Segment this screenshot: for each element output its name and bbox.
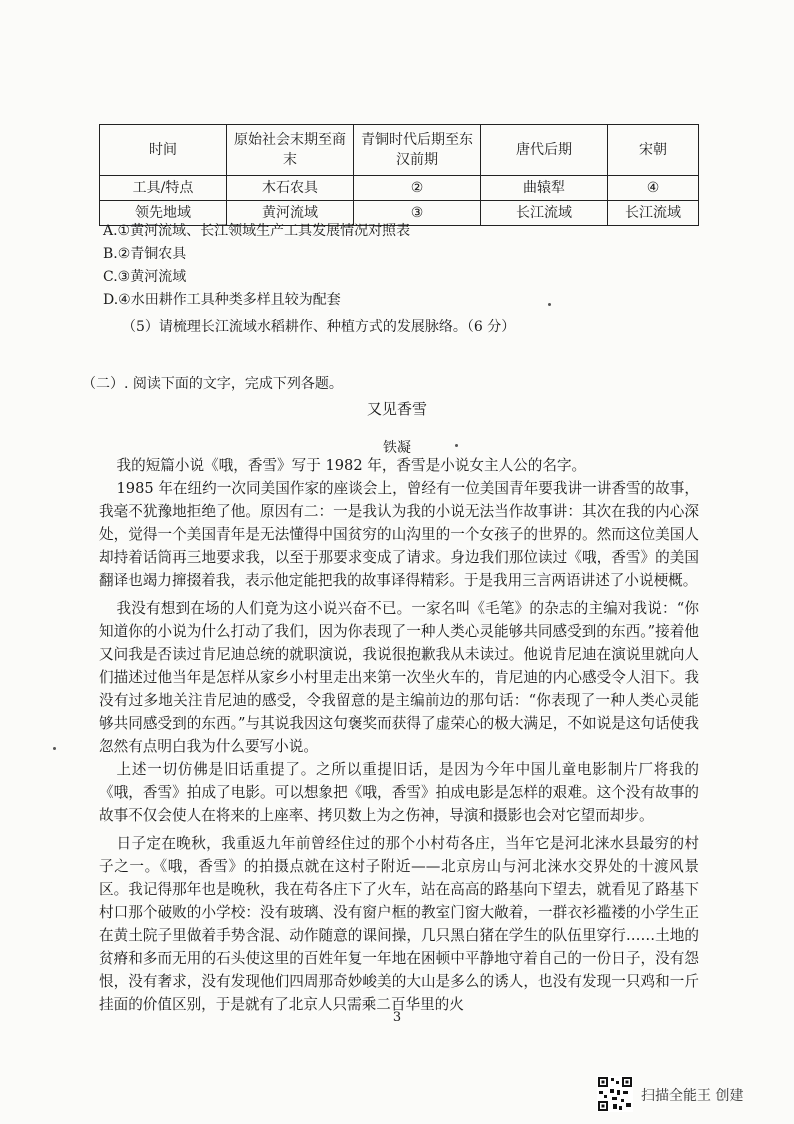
comparison-table <box>99 124 699 226</box>
option-a: A.①黄河流域、长江领域生产工具发展情况对照表 <box>103 223 411 239</box>
table-cell: ④ <box>608 176 699 201</box>
table-header-cell: 时间 <box>100 125 227 176</box>
scan-speck <box>455 444 458 447</box>
table-header-cell: 青铜时代后期至东汉前期 <box>354 125 481 176</box>
paragraph: 我没有想到在场的人们竟为这小说兴奋不已。一家名叫《毛笔》的杂志的主编对我说：“你知道你的小说为什么打动了我们，因为你表现了一种人类心灵能够共同感受到的东西。”接着他又问我是否读过肯尼迪总统的就职演说，我说很抱歉我从未读过。他说肯尼迪在演说里就向人们描述过他当年是怎样从家乡小村里走出来第一次坐火车的，肯尼迪的内心感受令人泪下。我没有过多地关注肯尼迪的感受，令我留意的是主编前边的那句话：“你表现了一种人类心灵能够共同感受到的东西。”与其说我因这句褒奖而获得了虚荣心的极大满足，不如说是这句话使我忽然有点明白我为什么要写小说。 <box>99 600 699 755</box>
qr-code-icon <box>597 1076 633 1112</box>
option-c: C.③黄河流域 <box>103 269 187 285</box>
table-header-cell: 唐代后期 <box>481 125 608 176</box>
essay-body <box>99 454 699 1016</box>
paragraph: 我的短篇小说《哦，香雪》写于 1982 年，香雪是小说女主人公的名字。 <box>116 457 587 474</box>
table-cell: 领先地域 <box>100 201 227 226</box>
table-cell: 黄河流域 <box>227 201 354 226</box>
scanner-watermark: 扫描全能王 创建 <box>641 1088 744 1104</box>
option-d: D.④水田耕作工具种类多样且较为配套 <box>103 292 341 308</box>
table-cell: 工具/特点 <box>100 176 227 201</box>
table-cell: 曲辕犁 <box>481 176 608 201</box>
table-header-cell: 原始社会末期至商末 <box>227 125 354 176</box>
scan-speck <box>548 303 551 306</box>
question-5: （5）请梳理长江流域水稻耕作、种植方式的发展脉络。（6 分） <box>122 319 516 335</box>
table-cell: 木石农具 <box>227 176 354 201</box>
section-heading: （二）. 阅读下面的文字，完成下列各题。 <box>82 376 343 392</box>
essay-author: 铁凝 <box>383 440 411 456</box>
table-row <box>100 176 699 201</box>
essay-title: 又见香雪 <box>366 400 427 418</box>
answer-options <box>103 220 410 312</box>
paragraph: 1985 年在纽约一次同美国作家的座谈会上，曾经有一位美国青年要我讲一讲香雪的故事，我毫不犹豫地拒绝了他。原因有二：一是我认为我的小说无法当作故事讲：其次在我的内心深处，觉得一个美国青年是无法懂得中国贫穷的山沟里的一个女孩子的世界的。然而这位美国人却持着话筒再三地要求我，以至于那要求变成了请求。身边我们那位读过《哦，香雪》的美国翻译也竭力撺掇着我，表示他定能把我的故事译得精彩。于是我用三言两语讲述了小说梗概。 <box>99 480 699 589</box>
option-b: B.②青铜农具 <box>103 246 187 262</box>
paragraph: 日子定在晚秋，我重返九年前曾经住过的那个小村苟各庄，当年它是河北涞水县最穷的村子之一。《哦，香雪》的拍摄点就在这村子附近——北京房山与河北涞水交界处的十渡风景区。我记得那年也是晚秋，我在苟各庄下了火车，站在高高的路基向下望去，就看见了路基下村口那个破败的小学校：没有玻璃、没有窗户框的教室门窗大敞着，一群衣衫褴褛的小学生正在黄土院子里做着手势含混、动作随意的课间操，几只黑白猪在学生的队伍里穿行……土地的贫瘠和多而无用的石头使这里的百姓年复一年地在困顿中平静地守着自己的一份日子，没有怨恨，没有奢求，没有发现他们四周那奇妙峻美的大山是多么的诱人，也没有发现一只鸡和一斤挂面的价值区别，于是就有了北京人只需乘二百华里的火 <box>99 835 699 1013</box>
table-cell: ③ <box>354 201 481 226</box>
table-header-row <box>100 125 699 176</box>
paragraph: 上述一切仿佛是旧话重提了。之所以重提旧话，是因为今年中国儿童电影制片厂将我的《哦，香雪》拍成了电影。可以想象把《哦，香雪》拍成电影是怎样的艰难。这个没有故事的故事不仅会使人在将来的上座率、拷贝数上为之伤神，导演和摄影也会对它望而却步。 <box>99 761 699 824</box>
table-cell: 长江流域 <box>608 201 699 226</box>
table-cell: ② <box>354 176 481 201</box>
scan-speck <box>53 747 56 750</box>
page-number: 3 <box>392 1010 402 1025</box>
table-cell: 长江流域 <box>481 201 608 226</box>
table-header-cell: 宋朝 <box>608 125 699 176</box>
